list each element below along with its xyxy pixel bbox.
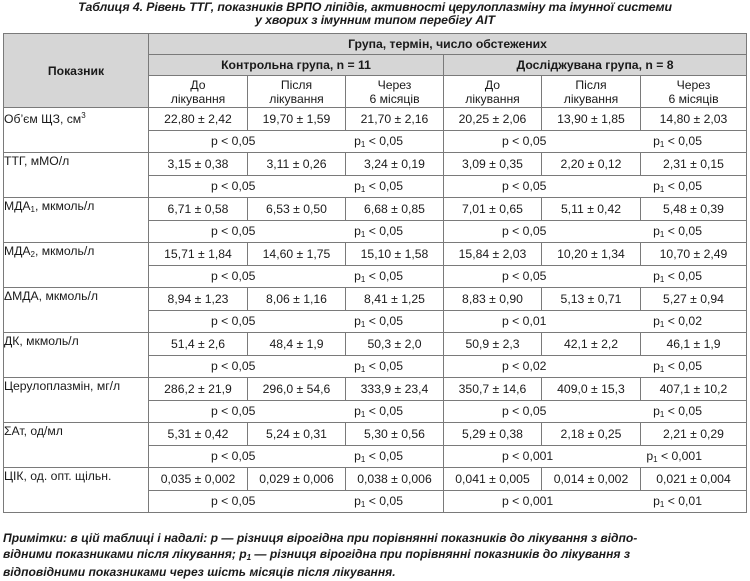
table-cell: 21,70 ± 2,16	[346, 108, 444, 131]
table-cell: 2,21 ± 0,29	[641, 423, 747, 446]
notes-line-2: відними показниками після лікування; $р_1$ — різниця вірогідна при порівнянні показників до лікування з	[3, 546, 631, 562]
row-label: ΣАт, од/мл	[4, 423, 149, 468]
p-value-cell: p < 0,001 $p_1 < 0,001$	[444, 446, 747, 468]
data-table	[3, 33, 747, 513]
control-group-header: Контрольна група, n = 11	[149, 55, 444, 76]
title-line-2: у хворих з імунним типом перебігу АІТ	[255, 13, 495, 27]
indicator-header: Показник	[4, 34, 149, 108]
table-cell: 5,13 ± 0,71	[542, 288, 641, 311]
row-label: ЦІК, од. опт. щільн.	[4, 468, 149, 513]
table-cell: 42,1 ± 2,2	[542, 333, 641, 356]
table-row	[4, 243, 747, 266]
table-cell: 409,0 ± 15,3	[542, 378, 641, 401]
p-value-cell: p < 0,001 $p_1 < 0,01$	[444, 491, 747, 513]
study-group-header: Досліджувана група, n = 8	[444, 55, 747, 76]
p-value-cell: p < 0,05 $p_1 < 0,05$	[149, 266, 444, 288]
table-cell: 333,9 ± 23,4	[346, 378, 444, 401]
table-row	[4, 288, 747, 311]
row-label: Об’єм ЩЗ, $см^3$	[4, 108, 149, 153]
table-cell: 0,035 ± 0,002	[149, 468, 248, 491]
p-value-cell: p < 0,05 $p_1 < 0,05$	[149, 131, 444, 153]
row-label: ДК, мкмоль/л	[4, 333, 149, 378]
table-cell: 5,31 ± 0,42	[149, 423, 248, 446]
row-label: ТТГ, мМО/л	[4, 153, 149, 198]
table-row	[4, 423, 747, 446]
table-cell: 8,94 ± 1,23	[149, 288, 248, 311]
p-value-cell: p < 0,05 $p_1 < 0,05$	[149, 491, 444, 513]
table-cell: 8,06 ± 1,16	[248, 288, 346, 311]
p-value-cell: p < 0,02 $p_1 < 0,05$	[444, 356, 747, 378]
table-cell: 46,1 ± 1,9	[641, 333, 747, 356]
p-value-cell: p < 0,05 $p_1 < 0,05$	[149, 176, 444, 198]
table-cell: 22,80 ± 2,42	[149, 108, 248, 131]
table-cell: 5,24 ± 0,31	[248, 423, 346, 446]
table-row	[4, 108, 747, 131]
p-value-cell: p < 0,01 $p_1 < 0,02$	[444, 311, 747, 333]
table-cell: 15,71 ± 1,84	[149, 243, 248, 266]
col-control-after: Після лікування	[248, 76, 346, 108]
table-cell: 48,4 ± 1,9	[248, 333, 346, 356]
table-cell: 15,10 ± 1,58	[346, 243, 444, 266]
table-notes	[3, 531, 747, 581]
table-cell: 2,20 ± 0,12	[542, 153, 641, 176]
table-row	[4, 468, 747, 491]
p-value-cell: p < 0,05 $p_1 < 0,05$	[444, 221, 747, 243]
table-cell: 0,029 ± 0,006	[248, 468, 346, 491]
table-row	[4, 153, 747, 176]
table-cell: 5,29 ± 0,38	[444, 423, 542, 446]
p-value-cell: p < 0,05 $p_1 < 0,05$	[444, 176, 747, 198]
p-value-cell: p < 0,05 $p_1 < 0,05$	[149, 311, 444, 333]
table-cell: 0,038 ± 0,006	[346, 468, 444, 491]
table-cell: 5,30 ± 0,56	[346, 423, 444, 446]
col-control-6m: Через 6 місяців	[346, 76, 444, 108]
table-cell: 350,7 ± 14,6	[444, 378, 542, 401]
table-cell: 407,1 ± 10,2	[641, 378, 747, 401]
p-value-cell: p < 0,05 $p_1 < 0,05$	[149, 401, 444, 423]
col-study-before: До лікування	[444, 76, 542, 108]
table-cell: 6,71 ± 0,58	[149, 198, 248, 221]
title-line-1: Таблиця 4. Рівень ТТГ, показників ВРПО ліпідів, активності церулоплазміну та імунної системи	[78, 0, 672, 14]
table-cell: 8,83 ± 0,90	[444, 288, 542, 311]
table-cell: 50,9 ± 2,3	[444, 333, 542, 356]
table-cell: 2,31 ± 0,15	[641, 153, 747, 176]
row-label: $МДА_1$, мкмоль/л	[4, 198, 149, 243]
table-cell: 0,014 ± 0,002	[542, 468, 641, 491]
table-cell: 0,041 ± 0,005	[444, 468, 542, 491]
table-cell: 296,0 ± 54,6	[248, 378, 346, 401]
p-value-cell: p < 0,05 $p_1 < 0,05$	[149, 446, 444, 468]
row-label: ΔМДА, мкмоль/л	[4, 288, 149, 333]
table-row	[4, 378, 747, 401]
p-value-cell: p < 0,05 $p_1 < 0,05$	[444, 131, 747, 153]
table-cell: 50,3 ± 2,0	[346, 333, 444, 356]
p-value-cell: p < 0,05 $p_1 < 0,05$	[444, 266, 747, 288]
table-cell: 13,90 ± 1,85	[542, 108, 641, 131]
table-cell: 0,021 ± 0,004	[641, 468, 747, 491]
table-row	[4, 198, 747, 221]
table-cell: 51,4 ± 2,6	[149, 333, 248, 356]
group-term-header: Група, термін, число обстежених	[149, 34, 747, 55]
notes-line-3: відповідними показниками через шість місяців після лікування.	[3, 565, 396, 579]
table-cell: 3,24 ± 0,19	[346, 153, 444, 176]
row-label: $МДА_2$, мкмоль/л	[4, 243, 149, 288]
row-label: Церулоплазмін, мг/л	[4, 378, 149, 423]
table-cell: 8,41 ± 1,25	[346, 288, 444, 311]
p-value-cell: p < 0,05 $p_1 < 0,05$	[149, 356, 444, 378]
table-cell: 3,11 ± 0,26	[248, 153, 346, 176]
table-cell: 5,27 ± 0,94	[641, 288, 747, 311]
table-cell: 7,01 ± 0,65	[444, 198, 542, 221]
table-cell: 10,70 ± 2,49	[641, 243, 747, 266]
table-cell: 14,60 ± 1,75	[248, 243, 346, 266]
table-cell: 6,53 ± 0,50	[248, 198, 346, 221]
table-cell: 6,68 ± 0,85	[346, 198, 444, 221]
table-cell: 3,15 ± 0,38	[149, 153, 248, 176]
col-study-6m: Через 6 місяців	[641, 76, 747, 108]
table-row	[4, 333, 747, 356]
table-cell: 286,2 ± 21,9	[149, 378, 248, 401]
table-title	[0, 1, 750, 27]
table-cell: 15,84 ± 2,03	[444, 243, 542, 266]
p-value-cell: p < 0,05 $p_1 < 0,05$	[149, 221, 444, 243]
table-cell: 14,80 ± 2,03	[641, 108, 747, 131]
table-cell: 5,48 ± 0,39	[641, 198, 747, 221]
table-cell: 3,09 ± 0,35	[444, 153, 542, 176]
col-study-after: Після лікування	[542, 76, 641, 108]
table-cell: 19,70 ± 1,59	[248, 108, 346, 131]
p-value-cell: p < 0,05 $p_1 < 0,05$	[444, 401, 747, 423]
table-cell: 5,11 ± 0,42	[542, 198, 641, 221]
notes-line-1: Примітки: в цій таблиці і надалі: р — різниця вірогідна при порівнянні показників до лікування з відпо-	[3, 531, 638, 545]
table-cell: 2,18 ± 0,25	[542, 423, 641, 446]
col-control-before: До лікування	[149, 76, 248, 108]
table-cell: 20,25 ± 2,06	[444, 108, 542, 131]
table-cell: 10,20 ± 1,34	[542, 243, 641, 266]
